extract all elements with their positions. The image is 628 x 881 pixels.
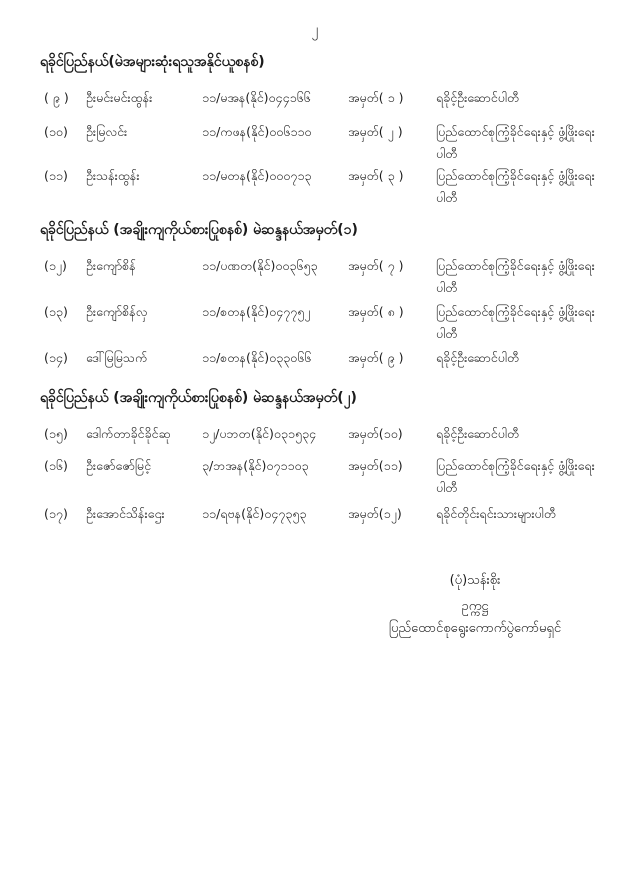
constituency: အမှတ်( ၂ )	[348, 124, 403, 139]
party: ပြည်ထောင်စုကြံ့ခိုင်ရေးနှင့် ဖွံ့ဖြိုးရေးပါတီ	[436, 304, 595, 341]
row-number: (၁၇)	[44, 506, 68, 521]
candidate-name: ဒေါ်မြမြသက်	[86, 350, 148, 365]
constituency: အမှတ်(၁၁)	[348, 458, 403, 473]
candidate-id: ၁၁/ကဖန(နိုင်)၀၀၆၁၁၀	[202, 124, 312, 139]
constituency: အမှတ်( ၃ )	[348, 168, 404, 183]
section-title: ရခိုင်ပြည်နယ် (အချိုးကျကိုယ်စားပြုစနစ်) မဲဆန္ဒနယ်အမှတ်(၁)	[40, 222, 358, 238]
constituency: အမှတ်( ၈ )	[348, 304, 404, 319]
candidate-name: ဦးသန်းထွန်း	[86, 168, 140, 183]
table-row	[0, 350, 628, 390]
constituency: အမှတ်( ၁ )	[348, 90, 404, 105]
row-number: (၁၁)	[44, 168, 68, 183]
candidate-id: ၁၂/ပဘတ(နိုင်)၀၃၁၅၃၄	[202, 426, 317, 441]
table-row	[0, 304, 628, 344]
candidate-name: ဦးကျော်စိန်လှ	[86, 304, 148, 319]
signature-name: (ပုံ)သန်းစိုး	[449, 573, 501, 588]
party: ပြည်ထောင်စုကြံ့ခိုင်ရေးနှင့် ဖွံ့ဖြိုးရေးပါတီ	[436, 258, 595, 295]
table-row	[0, 124, 628, 164]
constituency: အမှတ်(၁၀)	[348, 426, 403, 441]
party: ရခိုင်တိုင်းရင်းသားများပါတီ	[436, 506, 556, 521]
row-number: (၁၅)	[44, 426, 68, 441]
candidate-id: ၃/ဘအန(နိုင်)၀၇၁၁၀၃	[202, 458, 309, 473]
section-title: ရခိုင်ပြည်နယ်(မဲအများဆုံးရသူအနိုင်ယူစနစ်)	[40, 54, 265, 70]
party: ပြည်ထောင်စုကြံ့ခိုင်ရေးနှင့် ဖွံ့ဖြိုးရေးပါတီ	[436, 458, 595, 495]
row-number: (၁၂)	[44, 258, 67, 273]
candidate-id: ၁၁/ရဗန(နိုင်)၀၄၇၃၅၃	[202, 506, 307, 521]
party: ရခိုင့်ဦးဆောင်ပါတီ	[436, 350, 520, 365]
row-number: (၁၆)	[44, 458, 68, 473]
table-row	[0, 506, 628, 546]
party: ရခိုင့်ဦးဆောင်ပါတီ	[436, 90, 520, 105]
table-row	[0, 168, 628, 208]
row-number: (၁၀)	[44, 124, 68, 139]
candidate-name: ဒေါက်တာခိုင်ခိုင်ဆု	[86, 426, 171, 441]
candidate-id: ၁၁/မအန(နိုင်)၀၄၄၁၆၆	[202, 90, 311, 105]
constituency: အမှတ်( ၇ )	[348, 258, 404, 273]
constituency: အမှတ်( ၉ )	[348, 350, 404, 365]
table-row	[0, 458, 628, 498]
section-title: ရခိုင်ပြည်နယ် (အချိုးကျကိုယ်စားပြုစနစ်) မဲဆန္ဒနယ်အမှတ်(၂)	[40, 390, 357, 406]
signature-title: ဥက္ကဋ္ဌ	[461, 599, 489, 614]
constituency: အမှတ်(၁၂)	[348, 506, 402, 521]
candidate-id: ၁၁/စတန(နိုင်)၀၄၇၇၅၂	[202, 304, 311, 319]
table-row	[0, 258, 628, 298]
row-number: ( ၉ )	[44, 90, 69, 105]
candidate-id: ၁၁/မတန(နိုင်)၀၀၀၇၁၃	[202, 168, 312, 183]
page-number: ၂	[311, 22, 319, 38]
candidate-name: ဦးဇော်ဇော်မြင့်	[86, 458, 152, 473]
candidate-name: ဦးမင်းမင်းထွန်း	[86, 90, 153, 105]
candidate-name: ဦးကျော်စိန်	[86, 258, 136, 273]
candidate-id: ၁၁/ပဏတ(နိုင်)၀၀၃၆၅၃	[202, 258, 318, 273]
candidate-id: ၁၁/စတန(နိုင်)၀၃၃၀၆၆	[202, 350, 312, 365]
candidate-name: ဦးအောင်သိန်းဌေး	[86, 506, 165, 521]
row-number: (၁၃)	[44, 304, 68, 319]
signature-organization: ပြည်ထောင်စုရွေးကောက်ပွဲကော်မရှင်	[388, 621, 562, 636]
party: ရခိုင့်ဦးဆောင်ပါတီ	[436, 426, 520, 441]
row-number: (၁၄)	[44, 350, 68, 365]
party: ပြည်ထောင်စုကြံ့ခိုင်ရေးနှင့် ဖွံ့ဖြိုးရေးပါတီ	[436, 168, 595, 205]
candidate-name: ဦးမြလင်း	[86, 124, 128, 139]
party: ပြည်ထောင်စုကြံ့ခိုင်ရေးနှင့် ဖွံ့ဖြိုးရေးပါတီ	[436, 124, 595, 161]
